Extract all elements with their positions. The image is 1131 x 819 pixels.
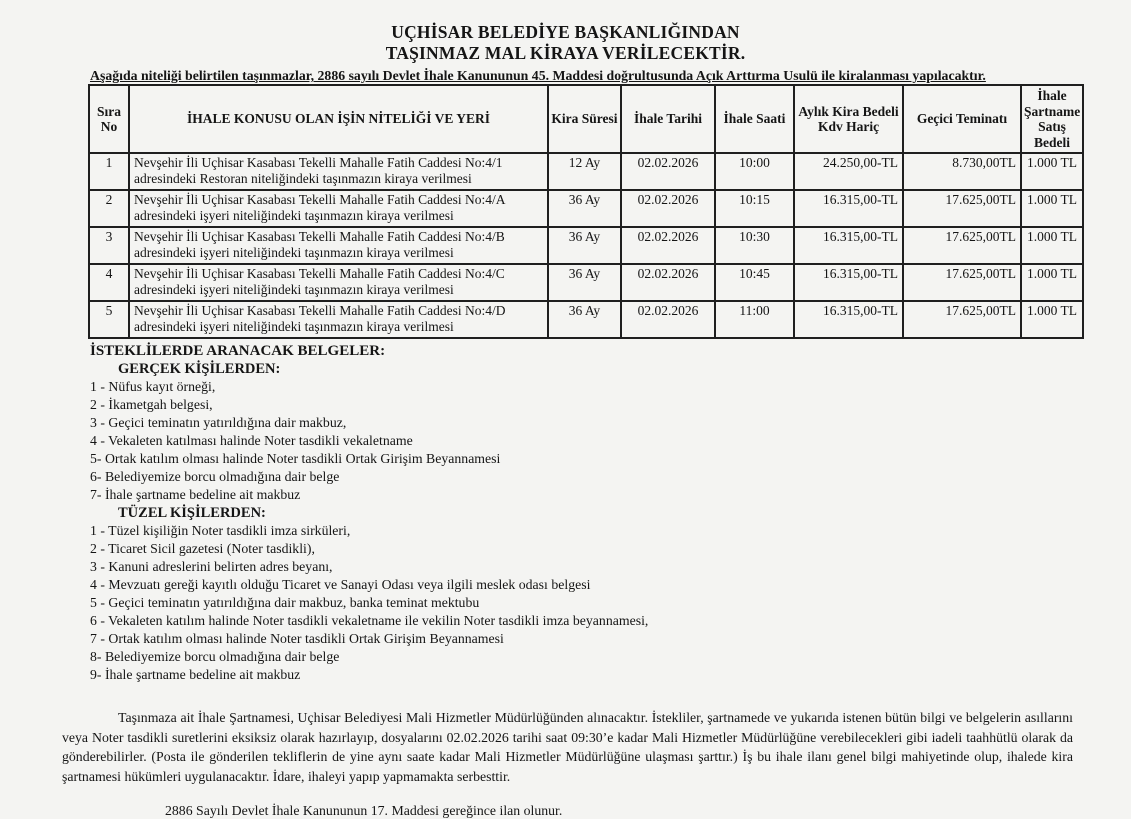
cell-sira-no: 2 bbox=[89, 190, 129, 227]
gercek-item: 2 - İkametgah belgesi, bbox=[90, 397, 213, 412]
gercek-item: 6- Belediyemize borcu olmadığına dair belge bbox=[90, 469, 340, 484]
gercek-item: 7- İhale şartname bedeline ait makbuz bbox=[90, 487, 301, 502]
cell-nitelik-yer: Nevşehir İli Uçhisar Kasabası Tekelli Mahalle Fatih Caddesi No:4/D adresindeki işyeri niteliğindeki taşınmazın kiraya verilmesi bbox=[129, 301, 548, 338]
cell-ihale-saati: 10:45 bbox=[715, 264, 794, 301]
cell-nitelik-yer: Nevşehir İli Uçhisar Kasabası Tekelli Mahalle Fatih Caddesi No:4/B adresindeki işyeri niteliğindeki taşınmazın kiraya verilmesi bbox=[129, 227, 548, 264]
gercek-item: 5- Ortak katılım olması halinde Noter tasdikli Ortak Girişim Beyannamesi bbox=[90, 451, 501, 466]
col-header-aylik-kira: Aylık Kira Bedeli Kdv Hariç bbox=[794, 85, 903, 153]
cell-gecici-teminat: 17.625,00TL bbox=[903, 264, 1021, 301]
document-title-line1: UÇHİSAR BELEDİYE BAŞKANLIĞINDAN bbox=[391, 22, 740, 42]
cell-kira-suresi: 36 Ay bbox=[548, 227, 621, 264]
cell-sartname-bedeli: 1.000 TL bbox=[1021, 153, 1083, 190]
table-row bbox=[89, 153, 1083, 190]
col-header-sira-no: Sıra No bbox=[89, 85, 129, 153]
table-row bbox=[89, 264, 1083, 301]
cell-gecici-teminat: 17.625,00TL bbox=[903, 301, 1021, 338]
cell-sira-no: 4 bbox=[89, 264, 129, 301]
tender-table bbox=[88, 84, 1084, 339]
cell-aylik-kira: 16.315,00-TL bbox=[794, 301, 903, 338]
cell-ihale-tarihi: 02.02.2026 bbox=[621, 264, 715, 301]
cell-ihale-saati: 10:00 bbox=[715, 153, 794, 190]
tuzel-item: 5 - Geçici teminatın yatırıldığına dair makbuz, banka teminat mektubu bbox=[90, 595, 480, 610]
tuzel-item: 1 - Tüzel kişiliğin Noter tasdikli imza sirküleri, bbox=[90, 523, 351, 538]
cell-ihale-saati: 10:15 bbox=[715, 190, 794, 227]
documents-heading: İSTEKLİLERDE ARANACAK BELGELER: bbox=[90, 343, 386, 359]
cell-kira-suresi: 36 Ay bbox=[548, 301, 621, 338]
tuzel-item: 9- İhale şartname bedeline ait makbuz bbox=[90, 667, 301, 682]
cell-ihale-saati: 11:00 bbox=[715, 301, 794, 338]
cell-sira-no: 5 bbox=[89, 301, 129, 338]
cell-ihale-tarihi: 02.02.2026 bbox=[621, 153, 715, 190]
gercek-item: 4 - Vekaleten katılması halinde Noter tasdikli vekaletname bbox=[90, 433, 413, 448]
cell-aylik-kira: 16.315,00-TL bbox=[794, 190, 903, 227]
tuzel-item: 3 - Kanuni adreslerini belirten adres beyanı, bbox=[90, 559, 333, 574]
cell-sira-no: 3 bbox=[89, 227, 129, 264]
legal-closing-line: 2886 Sayılı Devlet İhale Kanununun 17. Maddesi gereğince ilan olunur. bbox=[165, 803, 563, 818]
required-documents-section bbox=[90, 342, 1091, 684]
tuzel-item: 7 - Ortak katılım olması halinde Noter tasdikli Ortak Girişim Beyannamesi bbox=[90, 631, 504, 646]
gercek-item: 3 - Geçici teminatın yatırıldığına dair makbuz, bbox=[90, 415, 347, 430]
table-row bbox=[89, 190, 1083, 227]
cell-sartname-bedeli: 1.000 TL bbox=[1021, 227, 1083, 264]
table-header-row bbox=[89, 85, 1083, 153]
col-header-ihale-saati: İhale Saati bbox=[715, 85, 794, 153]
conditions-paragraph: Taşınmaza ait İhale Şartnamesi, Uçhisar Belediyesi Mali Hizmetler Müdürlüğünden alınacaktır. İstekliler, şartnamede ve yukarıda istenen bütün bilgi ve belgelerin asıllarını veya Noter tasdikli suretlerini eksiksiz olarak hazırlayıp, dosyalarını 02.02.2026 tarihi saat 09:30’e kadar Mali Hizmetler Müdürlüğüne verebilecekleri gibi iadeli taahhütlü olarak da gönderebilirler. (Posta ile gönderilen tekliflerin de yine aynı saate kadar Mali Hizmetler Müdürlüğüne ulaşması şarttır.) İş bu ihale ilanı genel bilgi mahiyetinde olup, ihalede kira şartnamesi hükümleri uygulanacaktır. İdare, ihaleyi yapıp yapmamakta serbesttir. bbox=[62, 710, 1073, 784]
cell-ihale-tarihi: 02.02.2026 bbox=[621, 301, 715, 338]
cell-gecici-teminat: 17.625,00TL bbox=[903, 190, 1021, 227]
col-header-gecici-teminat: Geçici Teminatı bbox=[903, 85, 1021, 153]
cell-gecici-teminat: 17.625,00TL bbox=[903, 227, 1021, 264]
tuzel-item: 8- Belediyemize borcu olmadığına dair belge bbox=[90, 649, 340, 664]
cell-aylik-kira: 16.315,00-TL bbox=[794, 264, 903, 301]
col-header-ihale-tarihi: İhale Tarihi bbox=[621, 85, 715, 153]
table-row bbox=[89, 227, 1083, 264]
cell-ihale-saati: 10:30 bbox=[715, 227, 794, 264]
table-row bbox=[89, 301, 1083, 338]
col-header-sartname-bedeli: İhale Şartname Satış Bedeli bbox=[1021, 85, 1083, 153]
cell-nitelik-yer: Nevşehir İli Uçhisar Kasabası Tekelli Mahalle Fatih Caddesi No:4/1 adresindeki Restoran niteliğindeki taşınmazın kiraya verilmesi bbox=[129, 153, 548, 190]
cell-aylik-kira: 16.315,00-TL bbox=[794, 227, 903, 264]
col-header-nitelik-yer: İHALE KONUSU OLAN İŞİN NİTELİĞİ VE YERİ bbox=[129, 85, 548, 153]
tuzel-item: 6 - Vekaleten katılım halinde Noter tasdikli vekaletname ile vekilin Noter tasdikli imza beyannamesi, bbox=[90, 613, 649, 628]
cell-kira-suresi: 12 Ay bbox=[548, 153, 621, 190]
tuzel-kisiler-heading: TÜZEL KİŞİLERDEN: bbox=[118, 505, 266, 521]
cell-ihale-tarihi: 02.02.2026 bbox=[621, 227, 715, 264]
cell-sira-no: 1 bbox=[89, 153, 129, 190]
cell-kira-suresi: 36 Ay bbox=[548, 190, 621, 227]
cell-nitelik-yer: Nevşehir İli Uçhisar Kasabası Tekelli Mahalle Fatih Caddesi No:4/C adresindeki işyeri niteliğindeki taşınmazın kiraya verilmesi bbox=[129, 264, 548, 301]
tuzel-item: 4 - Mevzuatı gereği kayıtlı olduğu Ticaret ve Sanayi Odası veya ilgili meslek odası belgesi bbox=[90, 577, 591, 592]
gercek-kisiler-heading: GERÇEK KİŞİLERDEN: bbox=[118, 361, 281, 377]
col-header-kira-suresi: Kira Süresi bbox=[548, 85, 621, 153]
cell-sartname-bedeli: 1.000 TL bbox=[1021, 301, 1083, 338]
cell-sartname-bedeli: 1.000 TL bbox=[1021, 264, 1083, 301]
cell-nitelik-yer: Nevşehir İli Uçhisar Kasabası Tekelli Mahalle Fatih Caddesi No:4/A adresindeki işyeri niteliğindeki taşınmazın kiraya verilmesi bbox=[129, 190, 548, 227]
cell-ihale-tarihi: 02.02.2026 bbox=[621, 190, 715, 227]
tuzel-item: 2 - Ticaret Sicil gazetesi (Noter tasdikli), bbox=[90, 541, 315, 556]
document-title-line2: TAŞINMAZ MAL KİRAYA VERİLECEKTİR. bbox=[385, 43, 746, 63]
cell-sartname-bedeli: 1.000 TL bbox=[1021, 190, 1083, 227]
intro-line: Aşağıda niteliği belirtilen taşınmazlar, 2886 sayılı Devlet İhale Kanununun 45. Maddesi doğrultusunda Açık Arttırma Usulü ile kiralanması yapılacaktır. bbox=[90, 68, 986, 83]
gercek-item: 1 - Nüfus kayıt örneği, bbox=[90, 379, 216, 394]
cell-aylik-kira: 24.250,00-TL bbox=[794, 153, 903, 190]
cell-kira-suresi: 36 Ay bbox=[548, 264, 621, 301]
cell-gecici-teminat: 8.730,00TL bbox=[903, 153, 1021, 190]
